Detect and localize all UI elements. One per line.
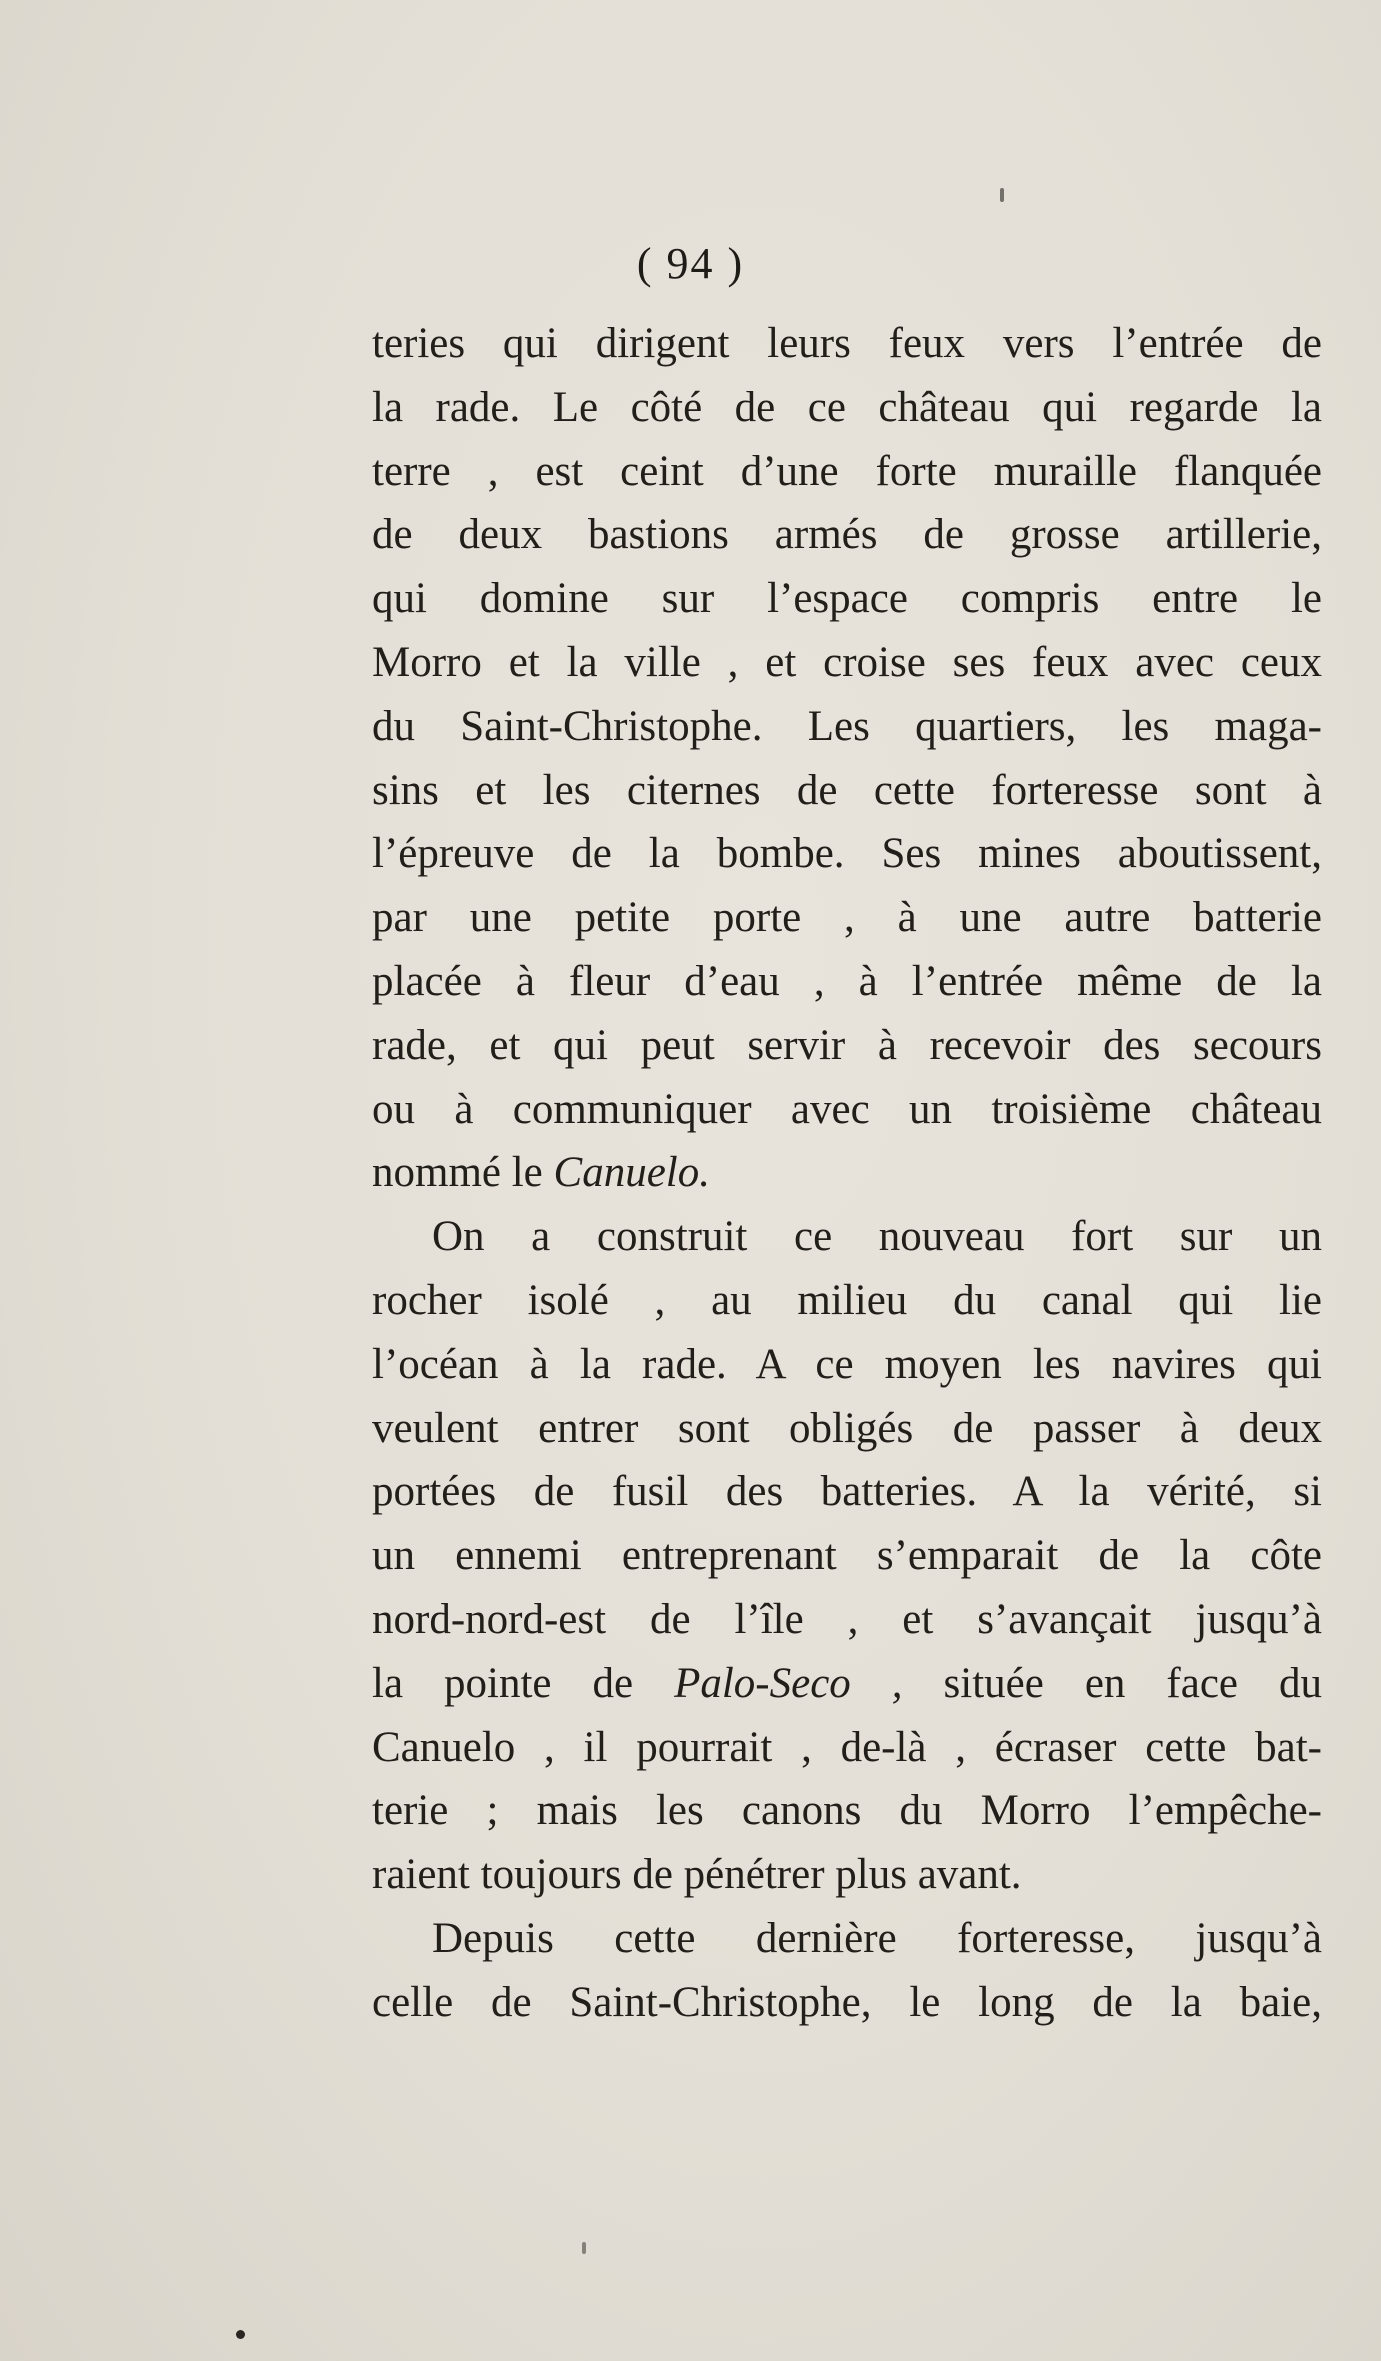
text-line: de deux bastions armés de grosse artillerie, [372,511,1322,559]
text-line: rade, et qui peut servir à recevoir des secours [372,1021,1322,1069]
text-fragment: la pointe de [372,1659,634,1707]
text-fragment: nommé le [372,1149,543,1197]
text-line [372,1141,1322,1205]
paper-speck [236,2330,245,2339]
text-line: placée à fleur d’eau , à l’entrée même de la [372,957,1322,1005]
text-line: terre , est ceint d’une forte muraille flanquée [372,447,1322,495]
paper-speck [582,2242,586,2254]
body-text [372,312,1322,2035]
italic-name: Palo-Seco , [674,1659,903,1707]
text-line: du Saint-Christophe. Les quartiers, les maga- [372,702,1322,750]
text-line: qui domine sur l’espace compris entre le [372,575,1322,623]
text-line: celle de Saint-Christophe, le long de la baie, [372,1978,1322,2026]
text-line: l’océan à la rade. A ce moyen les navires qui [372,1340,1322,1388]
text-line: teries qui dirigent leurs feux vers l’entrée de [372,320,1322,367]
italic-name: Canuelo. [553,1149,710,1197]
paper-speck [1000,188,1004,202]
text-line: par une petite porte , à une autre batterie [372,894,1322,942]
text-line: Morro et la ville , et croise ses feux avec ceux [372,638,1322,686]
text-line: raient toujours de pénétrer plus avant. [372,1851,1022,1899]
text-line: rocher isolé , au milieu du canal qui lie [372,1276,1322,1324]
page-number: ( 94 ) [636,239,745,288]
text-line: nord-nord-est de l’île , et s’avançait jusqu’à [372,1595,1322,1643]
paragraph-start: On a construit ce nouveau fort sur un [432,1213,1322,1261]
text-line: un ennemi entreprenant s’emparait de la côte [372,1532,1322,1580]
text-line: terie ; mais les canons du Morro l’empêche- [372,1787,1322,1835]
paragraph-start: Depuis cette dernière forteresse, jusqu’à [432,1914,1322,1962]
text-line [372,1652,1322,1716]
text-line: veulent entrer sont obligés de passer à deux [372,1404,1322,1452]
text-line: la rade. Le côté de ce château qui regarde la [372,383,1322,431]
text-line: portées de fusil des batteries. A la vérité, si [372,1468,1322,1516]
text-line: l’épreuve de la bombe. Ses mines aboutissent, [372,830,1322,878]
text-line: sins et les citernes de cette forteresse sont à [372,766,1322,814]
text-fragment: située en face du [943,1659,1322,1707]
text-line: Canuelo , il pourrait , de-là , écraser cette bat- [372,1723,1322,1771]
text-line: ou à communiquer avec un troisième château [372,1085,1322,1133]
